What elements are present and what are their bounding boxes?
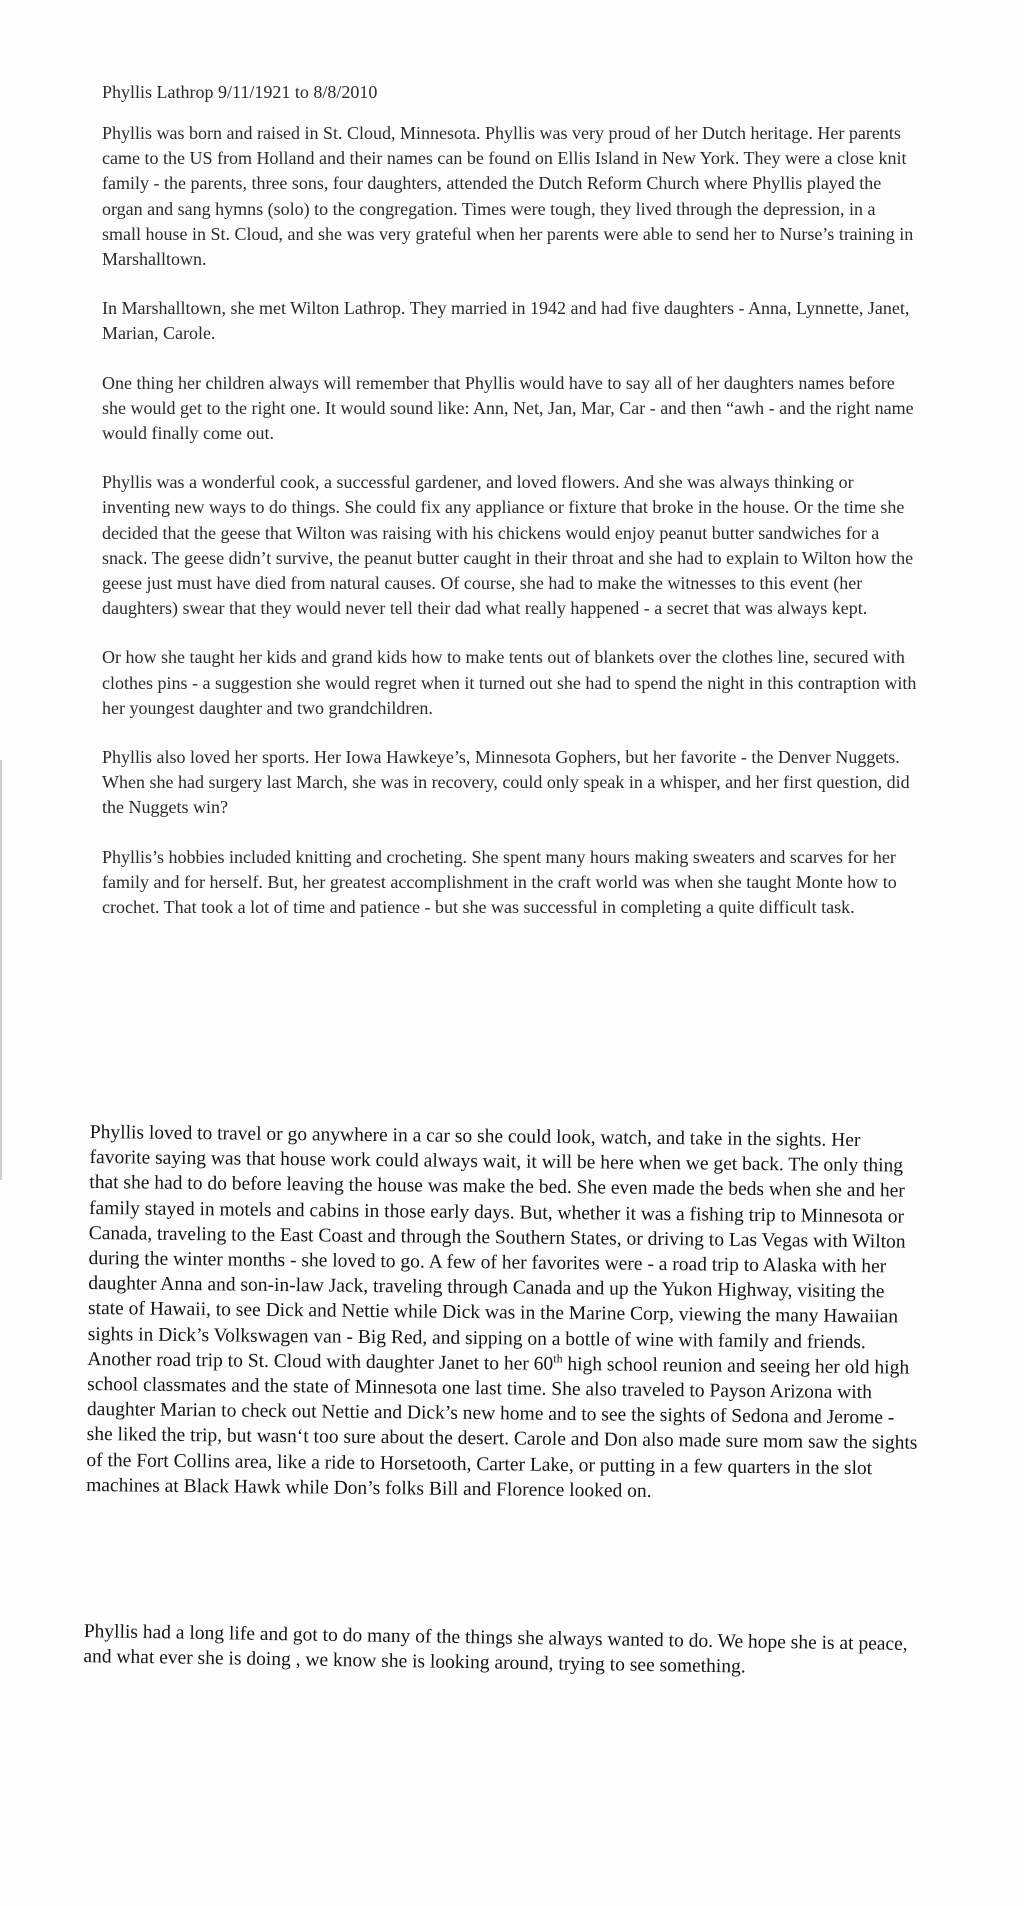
document-body xyxy=(98,80,918,944)
paragraph-names: One thing her children always will remember that Phyllis would have to say all of her daughters names before she would get to the right one. It would sound like: Ann, Net, Jan, Mar, Car - and then “awh - and the right name would finally come out. xyxy=(102,372,914,444)
closing-section xyxy=(79,1619,920,1706)
paragraph-marriage: In Marshalltown, she met Wilton Lathrop. They married in 1942 and had five daughters - Anna, Lynnette, Janet, Marian, Carole. xyxy=(102,298,910,344)
page-title: Phyllis Lathrop 9/11/1921 to 8/8/2010 xyxy=(102,82,378,102)
paragraph-travel xyxy=(86,1120,922,1507)
paragraph-hobbies: Phyllis’s hobbies included knitting and crocheting. She spent many hours making sweaters and scarves for her family and for herself. But, her greatest accomplishment in the craft world was when she taught Monte how to crochet. That took a lot of time and patience - but she was successful in completing a quite difficult task. xyxy=(102,846,897,918)
paragraph-cook: Phyllis was a wonderful cook, a successful gardener, and loved flowers. And she was always thinking or inventing new ways to do things. She could fix any appliance or fixture that broke in the house. Or the time she decided that the geese that Wilton was raising with his chickens would enjoy peanut butter sandwiches for a snack. The geese didn’t survive, the peanut butter caught in their throat and she had to explain to Wilton how the geese just must have died from natural causes. Of course, she had to make the witnesses to this event (her daughters) swear that they would never tell their dad what really happened - a secret that was always kept. xyxy=(102,472,914,619)
scan-edge-mark xyxy=(0,760,2,1180)
paragraph-heritage: Phyllis was born and raised in St. Cloud, Minnesota. Phyllis was very proud of her Dutch heritage. Her parents came to the US from Holland and their names can be found on Ellis Island in New York. They were a close knit family - the parents, three sons, four daughters, attended the Dutch Reform Church where Phyllis played the organ and sang hymns (solo) to the congregation. Times were tough, they lived through the depression, in a small house in St. Cloud, and she was very grateful when her parents were able to send her to Nurse’s training in Marshalltown. xyxy=(102,123,914,270)
paragraph-sports: Phyllis also loved her sports. Her Iowa Hawkeye’s, Minnesota Gophers, but her favorite - the Denver Nuggets. When she had surgery last March, she was in recovery, could only speak in a whisper, and her first question, did the Nuggets win? xyxy=(102,747,910,818)
ordinal-superscript: th xyxy=(553,1351,563,1366)
travel-section xyxy=(86,1120,922,1532)
travel-text-part-2: high school reunion and seeing her old high school classmates and the state of Minnesota one last time. She also traveled to Payson Arizona with daughter Marian to check out Nettie and Dick’s new home and to see the sights of Sedona and Jerome - she liked the trip, but wasn‘t too sure about the desert. Carole and Don also made sure mom saw the sights of the Fort Collins area, like a ride to Horsetooth, Carter Lake, or putting in a few quarters in the slot machines at Black Hawk while Don’s folks Bill and Florence looked on. xyxy=(86,1353,918,1502)
travel-text-part-1: Phyllis loved to travel or go anywhere in a car so she could look, watch, and take in the sights. Her favorite saying was that house work could always wait, it will be here when we get back. The only thing that she had to do before leaving the house was make the bed. She even made the beds when she and her family stayed in motels and cabins in those early days. But, whether it was a fishing trip to Minnesota or Canada, traveling to the East Coast and through the Southern States, or driving to Las Vegas with Wilton during the winter months - she loved to go. A few of her favorites were - a road trip to Alaska with her daughter Anna and son-in-law Jack, traveling through Canada and up the Yukon Highway, visiting the state of Hawaii, to see Dick and Nettie while Dick was in the Marine Corp, viewing the many Hawaiian sights in Dick’s Volkswagen van - Big Red, and sipping on a bottle of wine with family and friends. Another road trip to St. Cloud with daughter Janet to her 60 xyxy=(87,1121,906,1375)
paragraph-tents: Or how she taught her kids and grand kids how to make tents out of blankets over the clothes line, secured with clothes pins - a suggestion she would regret when it turned out she had to spend the night in this contraption with her youngest daughter and two grandchildren. xyxy=(102,647,917,718)
paragraph-closing: Phyllis had a long life and got to do many of the things she always wanted to do. We hope she is at peace, and what ever she is doing , we know she is looking around, trying to see something. xyxy=(83,1621,908,1678)
